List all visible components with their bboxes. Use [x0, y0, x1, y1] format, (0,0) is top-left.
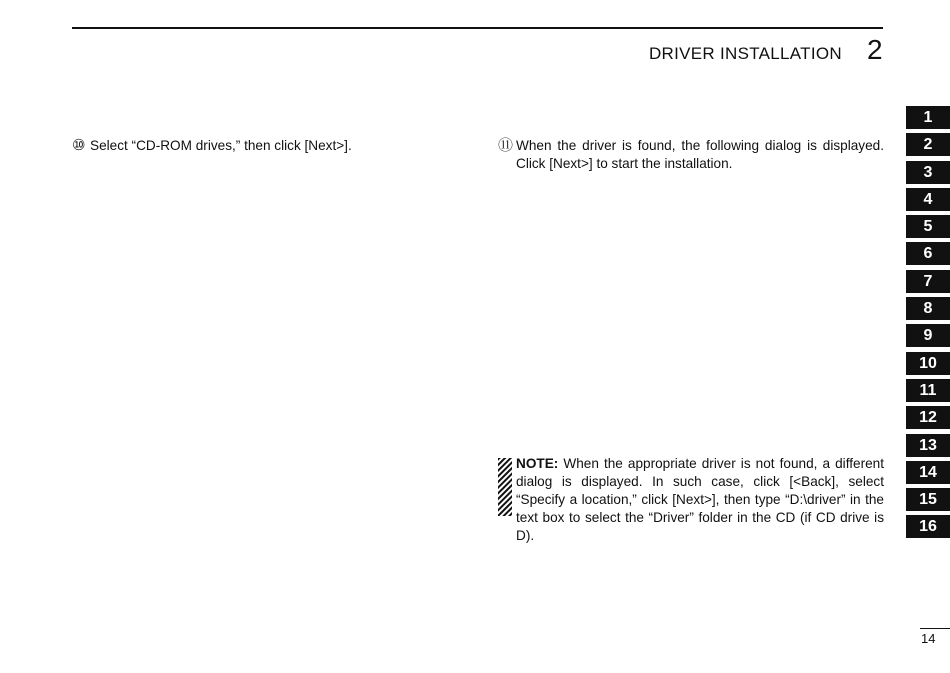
step-11: [498, 137, 884, 173]
chapter-tab-4[interactable]: 4: [906, 188, 950, 211]
chapter-tab-5[interactable]: 5: [906, 215, 950, 238]
chapter-tab-7[interactable]: 7: [906, 270, 950, 293]
chapter-tab-3[interactable]: 3: [906, 161, 950, 184]
chapter-number: 2: [867, 34, 883, 65]
step-text: When the driver is found, the following dialog is displayed. Click [Next>] to start the installation.: [516, 138, 884, 171]
page-number: 14: [921, 631, 936, 646]
chapter-title: DRIVER INSTALLATION: [648, 44, 842, 63]
chapter-tab-16[interactable]: 16: [906, 515, 950, 538]
note-text: When the appropriate driver is not found, a different dialog is displayed. In such case, click [<Back], select “Specify a location,” click [Next>], then type “D:\driver” in the text box to select the “Driver” folder in the CD (if CD drive is D).: [516, 456, 884, 543]
chapter-tab-2[interactable]: 2: [906, 133, 950, 156]
note-hatch-icon: [498, 458, 512, 516]
step-text: Select “CD-ROM drives,” then click [Next>].: [90, 138, 352, 153]
note-label: NOTE:: [516, 456, 559, 471]
chapter-tab-11[interactable]: 11: [906, 379, 950, 402]
chapter-tab-1[interactable]: 1: [906, 106, 950, 129]
note-box: [498, 455, 884, 545]
chapter-tab-14[interactable]: 14: [906, 461, 950, 484]
chapter-tabs: [906, 106, 950, 543]
chapter-tab-9[interactable]: 9: [906, 324, 950, 347]
footer-rule: [920, 628, 950, 629]
chapter-tab-12[interactable]: 12: [906, 406, 950, 429]
header-rule: [72, 27, 883, 29]
chapter-tab-8[interactable]: 8: [906, 297, 950, 320]
step-10: [72, 137, 432, 155]
chapter-tab-15[interactable]: 15: [906, 488, 950, 511]
chapter-tab-13[interactable]: 13: [906, 434, 950, 457]
step-marker: ⑩: [72, 137, 86, 154]
note-body: [498, 455, 884, 545]
chapter-tab-10[interactable]: 10: [906, 352, 950, 375]
chapter-tab-6[interactable]: 6: [906, 242, 950, 265]
step-marker: ⑪: [498, 137, 514, 154]
